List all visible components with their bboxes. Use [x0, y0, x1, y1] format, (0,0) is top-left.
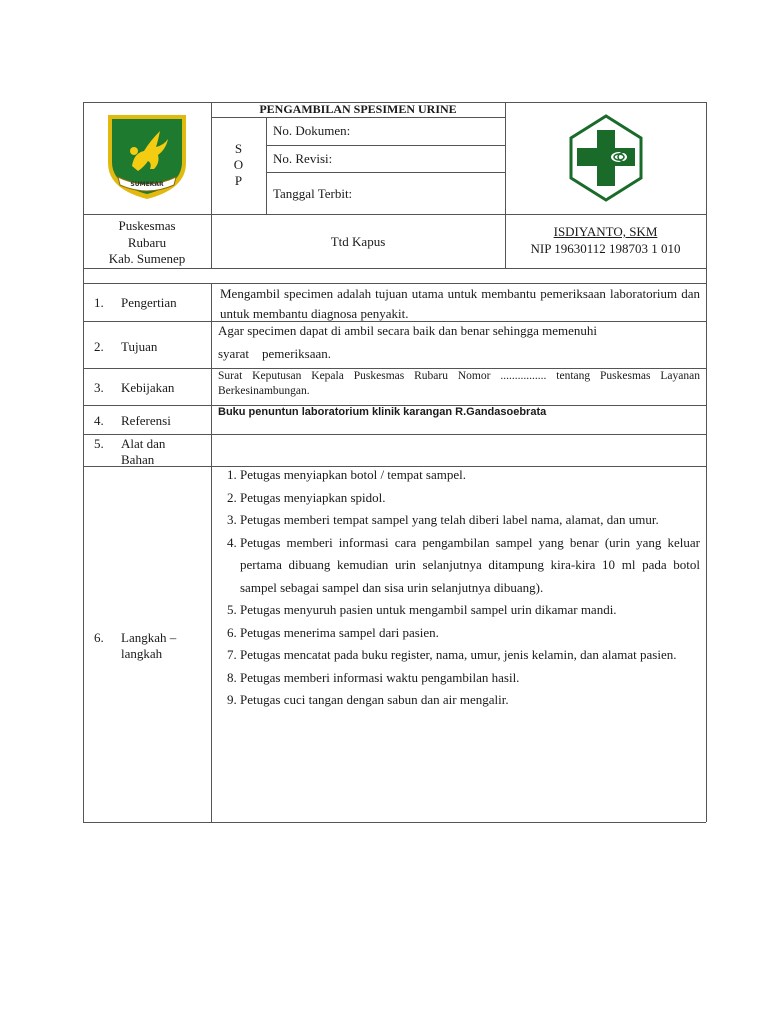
row-divider	[83, 268, 706, 269]
list-item: 2. Petugas menyiapkan spidol.	[240, 487, 700, 510]
puskesmas-logo-icon	[559, 110, 653, 206]
head-name: ISDIYANTO, SKM	[553, 224, 658, 239]
row-divider	[83, 434, 706, 435]
issue-date-label: Tanggal Terbit:	[273, 186, 353, 201]
list-item: 4. Petugas memberi informasi cara pengambilan sampel yang benar (urin yang keluar pertama dibuang kemudian urin selanjutnya ditampung kira-kira 10 ml pada botol sampel sebagai sampel dan sisa urin selanjutnya dibuang).	[240, 532, 700, 600]
organization-name	[83, 218, 211, 268]
field-divider	[266, 145, 505, 146]
crest-banner-text: SUMEKAR	[130, 181, 164, 188]
table-border-bottom	[83, 822, 706, 823]
list-item: 9. Petugas cuci tangan dengan sabun dan air mengalir.	[240, 689, 700, 712]
row-label-referensi: Referensi	[121, 413, 171, 428]
row-number: 2.	[94, 339, 104, 354]
purpose-line: syarat pemeriksaan.	[218, 346, 331, 361]
org-line: Kab. Sumenep	[108, 251, 186, 266]
label-line: Bahan	[121, 452, 155, 467]
row-number: 5.	[94, 436, 104, 451]
label-line: Alat dan	[121, 436, 166, 451]
list-item: 3. Petugas memberi tempat sampel yang telah diberi label nama, alamat, dan umur.	[240, 509, 700, 532]
definition-text: Mengambil specimen adalah tujuan utama untuk membantu pemeriksaan laboratorium dan untuk membantu diagnosa penyakit.	[220, 286, 700, 321]
sop-column-divider	[266, 117, 267, 214]
list-item: 1. Petugas menyiapkan botol / tempat sampel.	[240, 464, 700, 487]
row-number: 6.	[94, 630, 104, 645]
title-divider	[211, 117, 505, 118]
row-label-langkah	[121, 630, 176, 662]
sop-label	[211, 141, 266, 189]
policy-text: Surat Keputusan Kepala Puskesmas Rubaru Nomor ................ tentang Puskesmas Layanan Berkesinambungan.	[218, 370, 700, 397]
list-item: 7. Petugas mencatat pada buku register, nama, umur, jenis kelamin, dan alamat pasien.	[240, 644, 700, 667]
signature-label: Ttd Kapus	[330, 234, 386, 249]
sop-letter: O	[233, 157, 244, 172]
table-border-left	[83, 102, 84, 822]
row-number: 1.	[94, 295, 104, 310]
document-title: PENGAMBILAN SPESIMEN URINE	[259, 102, 457, 116]
table-border-right	[706, 102, 707, 822]
document-number-label: No. Dokumen:	[273, 123, 351, 138]
revision-label: No. Revisi:	[273, 151, 333, 166]
row-number: 4.	[94, 413, 104, 428]
sop-letter: S	[234, 141, 243, 156]
sop-letter: P	[234, 173, 243, 188]
steps-list	[212, 464, 700, 712]
sumenep-regency-crest-icon	[104, 111, 190, 201]
label-line: langkah	[121, 646, 163, 661]
row-number: 3.	[94, 380, 104, 395]
row-divider	[83, 214, 706, 215]
row-label-pengertian: Pengertian	[121, 295, 177, 310]
org-line: Puskesmas	[118, 218, 176, 233]
label-line: Langkah –	[121, 630, 177, 645]
list-item: 8. Petugas memberi informasi waktu pengambilan hasil.	[240, 667, 700, 690]
list-item: 5. Petugas menyuruh pasien untuk mengambil sampel urin dikamar mandi.	[240, 599, 700, 622]
purpose-text	[218, 323, 700, 362]
list-item: 6. Petugas menerima sampel dari pasien.	[240, 622, 700, 645]
row-label-tujuan: Tujuan	[121, 339, 158, 354]
field-divider	[266, 172, 505, 173]
steps-list-container	[212, 464, 700, 712]
row-label-kebijakan: Kebijakan	[121, 380, 175, 395]
head-nip: NIP 19630112 198703 1 010	[530, 241, 681, 256]
purpose-line: Agar specimen dapat di ambil secara baik dan benar sehingga memenuhi	[218, 323, 598, 338]
reference-text: Buku penuntun laboratorium klinik karangan R.Gandasoebrata	[218, 406, 547, 418]
org-line: Rubaru	[127, 234, 167, 250]
row-label-alat-bahan	[121, 436, 165, 468]
